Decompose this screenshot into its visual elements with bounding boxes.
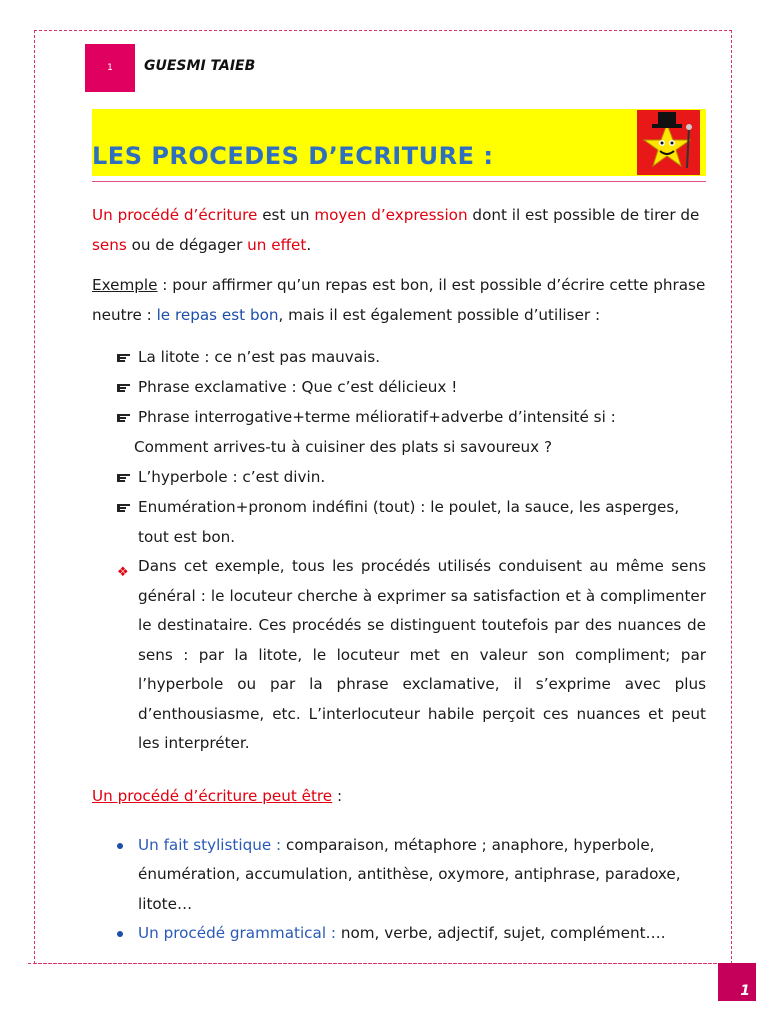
- example-text: Que c’est délicieux !: [296, 378, 458, 396]
- type-label-grammatical: Un procédé grammatical :: [138, 924, 337, 942]
- star-mascot-with-top-hat-icon: [637, 110, 700, 175]
- text-span: : pour affirmer qu’un repas est bon, il est possible d’écrire cette phrase neutre :: [92, 276, 706, 324]
- pointing-hand-icon: [116, 471, 132, 483]
- page-border-bottom: [28, 963, 736, 964]
- pointing-hand-icon: [116, 501, 132, 513]
- page-badge-top: [85, 44, 135, 92]
- term-moyen: moyen d’expression: [314, 206, 468, 224]
- example-label-exclamative: Phrase exclamative :: [138, 378, 297, 396]
- type-text: nom, verbe, adjectif, sujet, complément….: [336, 924, 666, 942]
- text-span: Dans cet exemple, tous les procédés utilisés conduisent au: [138, 557, 616, 575]
- examples-list: [92, 342, 706, 552]
- term-procede: Un procédé d’écriture: [92, 206, 258, 224]
- definition-paragraph: [92, 200, 706, 260]
- example-text: : ce n’est pas mauvais.: [199, 348, 381, 366]
- example-text: le poulet, la sauce, les asperges, tout est bon.: [138, 498, 680, 546]
- list-item: [114, 342, 706, 372]
- text-span: dont il est possible de tirer de: [467, 206, 700, 224]
- text-span: ou de dégager: [126, 236, 248, 254]
- page-badge-number: 1: [107, 63, 113, 73]
- type-text: comparaison, métaphore ; anaphore, hyperbole, énumération, accumulation, antithèse, oxymore, antiphrase, paradoxe, litote…: [138, 835, 681, 913]
- page-number-badge: [718, 963, 756, 1001]
- diamond-bullet-icon: ❖: [117, 565, 129, 580]
- example-label: Exemple: [92, 276, 158, 294]
- list-item: [114, 402, 706, 462]
- page-number: 1: [740, 983, 750, 999]
- pointing-hand-icon: [116, 381, 132, 393]
- example-paragraph: [92, 270, 706, 330]
- text-span: .: [306, 236, 312, 254]
- author-name: GUESMI TAIEB: [144, 58, 256, 74]
- neutral-phrase: le repas est bon: [156, 306, 279, 324]
- same-meaning-term: même sens général: [138, 557, 706, 605]
- text-span: , mais il est également possible d’utiliser :: [278, 306, 601, 324]
- conclusion-paragraph: [114, 552, 706, 759]
- list-item: [114, 492, 706, 552]
- pointing-hand-icon: [116, 351, 132, 363]
- bullet-dot-icon: [117, 843, 123, 849]
- list-item: [114, 462, 706, 492]
- term-sens: sens: [92, 236, 127, 254]
- example-text: c’est divin.: [237, 468, 326, 486]
- example-label-litote: La litote: [138, 348, 200, 366]
- list-item: [114, 919, 706, 949]
- pointing-hand-icon: [116, 411, 132, 423]
- example-text: Comment arrives-tu à cuisiner des plats si savoureux ?: [134, 438, 553, 456]
- example-label-hyperbole: L’hyperbole :: [138, 468, 238, 486]
- section-heading-text: Un procédé d’écriture peut être: [92, 786, 333, 805]
- page-title: LES PROCEDES D’ECRITURE :: [92, 142, 494, 170]
- example-label-interrogative: Phrase interrogative+terme mélioratif+adverbe d’intensité si :: [138, 408, 616, 426]
- types-list: [92, 831, 706, 949]
- example-label-enumeration: Enumération+pronom indéfini (tout) :: [138, 498, 426, 516]
- title-underline: [92, 181, 706, 182]
- section-heading: [92, 781, 706, 811]
- page-content: [92, 200, 706, 949]
- list-item: [114, 831, 706, 920]
- term-effet: un effet: [247, 236, 307, 254]
- text-span: :: [332, 786, 343, 805]
- text-span: est un: [257, 206, 315, 224]
- list-item: [114, 372, 706, 402]
- bullet-dot-icon: [117, 931, 123, 937]
- text-span: : le locuteur cherche à exprimer sa satisfaction et à complimenter le destinataire. Ces procédés se distinguent toutefois par des nuances de sens : par la litote, le locuteur met en valeur son compliment; par l’hyperbole ou par la phrase exclamative, il s’exprime avec plus d’enthousiasme, etc. L’interlocuteur habile perçoit ces nuances et peut les interpréter.: [138, 586, 706, 752]
- type-label-stylistic: Un fait stylistique :: [138, 835, 282, 854]
